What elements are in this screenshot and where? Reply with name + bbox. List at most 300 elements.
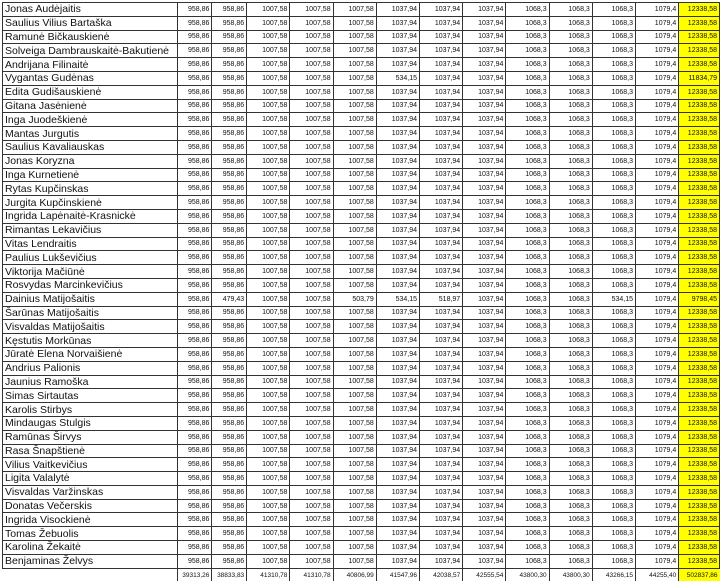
totals-label-cell (3, 568, 178, 581)
column-total-cell: 43266,15 (592, 568, 635, 581)
amount-cell: 958,86 (212, 113, 247, 127)
amount-cell: 1068,3 (592, 361, 635, 375)
amount-cell: 1037,94 (463, 444, 506, 458)
row-total-cell: 12338,58 (679, 168, 720, 182)
amount-cell: 1007,58 (290, 320, 333, 334)
amount-cell: 1037,94 (463, 389, 506, 403)
amount-cell: 1079,4 (636, 196, 679, 210)
amount-cell: 1068,3 (549, 472, 592, 486)
column-total-cell: 43800,30 (506, 568, 549, 581)
amount-cell: 1037,94 (463, 223, 506, 237)
amount-cell: 1007,58 (247, 527, 290, 541)
table-row (3, 154, 720, 168)
amount-cell: 1068,3 (592, 196, 635, 210)
amount-cell: 1037,94 (463, 541, 506, 555)
amount-cell: 1068,3 (592, 416, 635, 430)
amount-cell: 534,15 (592, 292, 635, 306)
amount-cell: 1037,94 (376, 458, 419, 472)
amount-cell: 1068,3 (506, 30, 549, 44)
amount-cell: 1068,3 (506, 389, 549, 403)
amount-cell: 1007,58 (247, 278, 290, 292)
amount-cell: 1068,3 (549, 99, 592, 113)
person-name-cell: Visvaldas Varžinskas (3, 485, 178, 499)
amount-cell: 1037,94 (420, 127, 463, 141)
person-name-cell: Karolis Stirbys (3, 403, 178, 417)
amount-cell: 958,86 (212, 389, 247, 403)
amount-cell: 1007,58 (333, 320, 376, 334)
amount-cell: 1079,4 (636, 444, 679, 458)
table-row (3, 182, 720, 196)
amount-cell: 1007,58 (290, 209, 333, 223)
amount-cell: 958,86 (177, 127, 212, 141)
amount-cell: 1037,94 (376, 140, 419, 154)
amount-cell: 1068,3 (506, 554, 549, 568)
table-row (3, 499, 720, 513)
row-total-cell: 12338,58 (679, 554, 720, 568)
amount-cell: 958,86 (212, 99, 247, 113)
amount-cell: 958,86 (212, 85, 247, 99)
amount-cell: 1068,3 (592, 513, 635, 527)
person-name-cell: Inga Juodeškienė (3, 113, 178, 127)
amount-cell: 1068,3 (549, 485, 592, 499)
amount-cell: 958,86 (177, 3, 212, 17)
row-total-cell: 12338,58 (679, 472, 720, 486)
amount-cell: 958,86 (212, 416, 247, 430)
amount-cell: 1068,3 (549, 127, 592, 141)
amount-cell: 1037,94 (463, 237, 506, 251)
amount-cell: 1007,58 (290, 30, 333, 44)
amount-cell: 958,86 (177, 320, 212, 334)
amount-cell: 1037,94 (420, 140, 463, 154)
amount-cell: 1037,94 (376, 30, 419, 44)
amount-cell: 958,86 (177, 361, 212, 375)
amount-cell: 1007,58 (247, 375, 290, 389)
row-total-cell: 12338,58 (679, 458, 720, 472)
amount-cell: 1068,3 (592, 430, 635, 444)
person-name-cell: Šarūnas Matijošaitis (3, 306, 178, 320)
amount-cell: 958,86 (212, 458, 247, 472)
amount-cell: 958,86 (177, 541, 212, 555)
amount-cell: 958,86 (177, 403, 212, 417)
row-total-cell: 12338,58 (679, 306, 720, 320)
amount-cell: 958,86 (212, 527, 247, 541)
amount-cell: 1068,3 (506, 513, 549, 527)
amount-cell: 1068,3 (506, 3, 549, 17)
amount-cell: 1007,58 (247, 389, 290, 403)
amount-cell: 958,86 (212, 334, 247, 348)
amount-cell: 1037,94 (463, 472, 506, 486)
amount-cell: 1079,4 (636, 485, 679, 499)
amount-cell: 1007,58 (247, 292, 290, 306)
amount-cell: 1037,94 (376, 265, 419, 279)
amount-cell: 958,86 (212, 44, 247, 58)
amount-cell: 1068,3 (549, 403, 592, 417)
amount-cell: 1007,58 (247, 403, 290, 417)
amount-cell: 1068,3 (592, 320, 635, 334)
amount-cell: 1068,3 (592, 472, 635, 486)
table-row (3, 140, 720, 154)
amount-cell: 1007,58 (333, 16, 376, 30)
column-total-cell: 42038,57 (420, 568, 463, 581)
amount-cell: 1037,94 (420, 71, 463, 85)
row-total-cell: 12338,58 (679, 113, 720, 127)
amount-cell: 1068,3 (592, 99, 635, 113)
amount-cell: 958,86 (212, 403, 247, 417)
row-total-cell: 12338,58 (679, 320, 720, 334)
amount-cell: 958,86 (212, 58, 247, 72)
amount-cell: 1037,94 (376, 3, 419, 17)
person-name-cell: Dainius Matijošaitis (3, 292, 178, 306)
amount-cell: 1007,58 (290, 237, 333, 251)
amount-cell: 1037,94 (376, 444, 419, 458)
amount-cell: 958,86 (212, 182, 247, 196)
amount-cell: 1079,4 (636, 168, 679, 182)
amount-cell: 958,86 (212, 265, 247, 279)
table-row (3, 444, 720, 458)
amount-cell: 1037,94 (376, 334, 419, 348)
row-total-cell: 12338,58 (679, 347, 720, 361)
table-row (3, 361, 720, 375)
amount-cell: 1037,94 (463, 278, 506, 292)
amount-cell: 1079,4 (636, 541, 679, 555)
row-total-cell: 12338,58 (679, 3, 720, 17)
person-name-cell: Ingrida Lapėnaitė-Krasnickė (3, 209, 178, 223)
amount-cell: 958,86 (212, 499, 247, 513)
person-name-cell: Kęstutis Morkūnas (3, 334, 178, 348)
amount-cell: 1007,58 (333, 458, 376, 472)
amount-cell: 1068,3 (506, 375, 549, 389)
amount-cell: 958,86 (212, 361, 247, 375)
amount-cell: 1007,58 (333, 499, 376, 513)
amount-cell: 1068,3 (592, 251, 635, 265)
amount-cell: 1007,58 (247, 154, 290, 168)
amount-cell: 1007,58 (247, 458, 290, 472)
amount-cell: 1037,94 (463, 485, 506, 499)
table-row (3, 416, 720, 430)
person-name-cell: Jūratė Elena Norvaišienė (3, 347, 178, 361)
amount-cell: 1068,3 (592, 16, 635, 30)
table-row (3, 127, 720, 141)
amount-cell: 1007,58 (290, 444, 333, 458)
amount-cell: 1037,94 (420, 485, 463, 499)
amount-cell: 1037,94 (420, 16, 463, 30)
amount-cell: 1007,58 (247, 113, 290, 127)
amount-cell: 1037,94 (463, 71, 506, 85)
amount-cell: 1007,58 (333, 416, 376, 430)
amount-cell: 1037,94 (420, 265, 463, 279)
amount-cell: 1037,94 (420, 444, 463, 458)
amount-cell: 958,86 (212, 472, 247, 486)
row-total-cell: 12338,58 (679, 389, 720, 403)
amount-cell: 1037,94 (420, 361, 463, 375)
amount-cell: 1068,3 (592, 85, 635, 99)
amount-cell: 1007,58 (290, 182, 333, 196)
amount-cell: 1037,94 (420, 541, 463, 555)
person-name-cell: Rytas Kupčinskas (3, 182, 178, 196)
amount-cell: 1007,58 (290, 416, 333, 430)
amount-cell: 1068,3 (592, 265, 635, 279)
amount-cell: 534,15 (376, 71, 419, 85)
amount-cell: 1068,3 (506, 99, 549, 113)
amount-cell: 958,86 (212, 196, 247, 210)
amount-cell: 1037,94 (420, 347, 463, 361)
amount-cell: 1007,58 (290, 347, 333, 361)
amount-cell: 1007,58 (247, 209, 290, 223)
amount-cell: 1007,58 (247, 30, 290, 44)
amount-cell: 1007,58 (333, 361, 376, 375)
amount-cell: 1068,3 (549, 527, 592, 541)
amount-cell: 1007,58 (247, 196, 290, 210)
amount-cell: 1068,3 (549, 306, 592, 320)
amount-cell: 958,86 (177, 292, 212, 306)
amount-cell: 958,86 (177, 85, 212, 99)
amount-cell: 1037,94 (420, 554, 463, 568)
amount-cell: 958,86 (177, 375, 212, 389)
amount-cell: 1068,3 (549, 85, 592, 99)
amount-cell: 958,86 (177, 458, 212, 472)
row-total-cell: 12338,58 (679, 99, 720, 113)
amount-cell: 1068,3 (592, 499, 635, 513)
amount-cell: 1037,94 (376, 499, 419, 513)
amount-cell: 1068,3 (506, 85, 549, 99)
amount-cell: 1079,4 (636, 347, 679, 361)
amount-cell: 1007,58 (333, 306, 376, 320)
amount-cell: 1079,4 (636, 458, 679, 472)
column-total-cell: 41310,78 (290, 568, 333, 581)
amount-cell: 1037,94 (463, 16, 506, 30)
person-name-cell: Gitana Jasėnienė (3, 99, 178, 113)
amount-cell: 1007,58 (333, 223, 376, 237)
amount-cell: 1007,58 (333, 430, 376, 444)
amount-cell: 1068,3 (506, 430, 549, 444)
amount-cell: 1037,94 (420, 389, 463, 403)
amount-cell: 1068,3 (592, 154, 635, 168)
amount-cell: 958,86 (177, 278, 212, 292)
amount-cell: 1068,3 (592, 403, 635, 417)
amount-cell: 1037,94 (376, 306, 419, 320)
amount-cell: 958,86 (212, 513, 247, 527)
amount-cell: 958,86 (177, 196, 212, 210)
amount-cell: 1037,94 (376, 127, 419, 141)
amount-cell: 958,86 (177, 306, 212, 320)
amount-cell: 1037,94 (463, 347, 506, 361)
amount-cell: 1079,4 (636, 416, 679, 430)
person-name-cell: Jonas Audėjaitis (3, 3, 178, 17)
amount-cell: 1037,94 (420, 196, 463, 210)
amount-cell: 1037,94 (376, 237, 419, 251)
person-name-cell: Edita Gudišauskienė (3, 85, 178, 99)
amount-cell: 1068,3 (506, 71, 549, 85)
amount-cell: 1079,4 (636, 113, 679, 127)
amount-cell: 1068,3 (506, 154, 549, 168)
amount-cell: 1068,3 (506, 16, 549, 30)
amount-cell: 958,86 (212, 154, 247, 168)
person-name-cell: Vygantas Gudėnas (3, 71, 178, 85)
amount-cell: 1007,58 (333, 485, 376, 499)
amount-cell: 1068,3 (592, 485, 635, 499)
amount-cell: 958,86 (212, 444, 247, 458)
table-row (3, 168, 720, 182)
amount-cell: 1007,58 (333, 168, 376, 182)
amount-cell: 1079,4 (636, 127, 679, 141)
salary-table-body (3, 3, 720, 582)
amount-cell: 958,86 (177, 16, 212, 30)
amount-cell: 1007,58 (247, 127, 290, 141)
column-total-cell: 40806,99 (333, 568, 376, 581)
amount-cell: 1037,94 (376, 16, 419, 30)
amount-cell: 958,86 (212, 71, 247, 85)
amount-cell: 1037,94 (463, 554, 506, 568)
amount-cell: 1037,94 (376, 347, 419, 361)
amount-cell: 1068,3 (549, 444, 592, 458)
amount-cell: 1007,58 (290, 278, 333, 292)
amount-cell: 1007,58 (247, 444, 290, 458)
amount-cell: 958,86 (177, 113, 212, 127)
table-row (3, 375, 720, 389)
table-row (3, 71, 720, 85)
amount-cell: 1068,3 (506, 527, 549, 541)
amount-cell: 1068,3 (549, 182, 592, 196)
amount-cell: 1007,58 (333, 44, 376, 58)
row-total-cell: 12338,58 (679, 334, 720, 348)
person-name-cell: Rimantas Lekavičius (3, 223, 178, 237)
amount-cell: 1007,58 (290, 485, 333, 499)
column-total-cell: 38833,83 (212, 568, 247, 581)
amount-cell: 958,86 (212, 430, 247, 444)
amount-cell: 1068,3 (506, 223, 549, 237)
amount-cell: 1079,4 (636, 527, 679, 541)
amount-cell: 1079,4 (636, 265, 679, 279)
amount-cell: 1007,58 (247, 430, 290, 444)
amount-cell: 1079,4 (636, 71, 679, 85)
amount-cell: 958,86 (212, 306, 247, 320)
table-row (3, 278, 720, 292)
column-total-cell: 41310,78 (247, 568, 290, 581)
amount-cell: 1007,58 (290, 99, 333, 113)
amount-cell: 1068,3 (592, 527, 635, 541)
row-total-cell: 12338,58 (679, 140, 720, 154)
amount-cell: 1037,94 (463, 3, 506, 17)
table-row (3, 403, 720, 417)
person-name-cell: Simas Sirtautas (3, 389, 178, 403)
amount-cell: 1037,94 (463, 85, 506, 99)
amount-cell: 958,86 (177, 182, 212, 196)
amount-cell: 958,86 (177, 527, 212, 541)
amount-cell: 1007,58 (290, 16, 333, 30)
amount-cell: 1007,58 (247, 140, 290, 154)
amount-cell: 1007,58 (247, 71, 290, 85)
person-name-cell: Visvaldas Matijošaitis (3, 320, 178, 334)
amount-cell: 1068,3 (592, 223, 635, 237)
amount-cell: 1007,58 (290, 458, 333, 472)
amount-cell: 1037,94 (463, 361, 506, 375)
amount-cell: 1037,94 (463, 182, 506, 196)
amount-cell: 1068,3 (506, 541, 549, 555)
amount-cell: 1037,94 (463, 306, 506, 320)
amount-cell: 1079,4 (636, 99, 679, 113)
person-name-cell: Andrius Palionis (3, 361, 178, 375)
amount-cell: 1007,58 (290, 472, 333, 486)
amount-cell: 1068,3 (506, 58, 549, 72)
table-row (3, 320, 720, 334)
amount-cell: 1007,58 (247, 223, 290, 237)
amount-cell: 1068,3 (549, 237, 592, 251)
amount-cell: 1037,94 (376, 527, 419, 541)
amount-cell: 1068,3 (549, 416, 592, 430)
amount-cell: 1007,58 (333, 209, 376, 223)
row-total-cell: 9798,45 (679, 292, 720, 306)
table-row (3, 113, 720, 127)
amount-cell: 1007,58 (333, 347, 376, 361)
amount-cell: 1068,3 (506, 444, 549, 458)
amount-cell: 1068,3 (549, 140, 592, 154)
amount-cell: 1007,58 (290, 334, 333, 348)
amount-cell: 1068,3 (506, 196, 549, 210)
row-total-cell: 12338,58 (679, 154, 720, 168)
amount-cell: 1007,58 (290, 527, 333, 541)
person-name-cell: Paulius Lukševičius (3, 251, 178, 265)
amount-cell: 1007,58 (247, 334, 290, 348)
column-total-cell: 39313,26 (177, 568, 212, 581)
amount-cell: 1068,3 (592, 182, 635, 196)
amount-cell: 958,86 (212, 278, 247, 292)
amount-cell: 1068,3 (549, 168, 592, 182)
amount-cell: 958,86 (177, 237, 212, 251)
row-total-cell: 12338,58 (679, 499, 720, 513)
amount-cell: 1037,94 (420, 306, 463, 320)
amount-cell: 958,86 (212, 541, 247, 555)
amount-cell: 1068,3 (549, 196, 592, 210)
amount-cell: 1037,94 (376, 513, 419, 527)
amount-cell: 1079,4 (636, 3, 679, 17)
amount-cell: 1037,94 (376, 430, 419, 444)
amount-cell: 1037,94 (463, 458, 506, 472)
amount-cell: 1037,94 (376, 209, 419, 223)
amount-cell: 1007,58 (247, 85, 290, 99)
amount-cell: 1079,4 (636, 513, 679, 527)
amount-cell: 1079,4 (636, 237, 679, 251)
amount-cell: 1068,3 (592, 237, 635, 251)
amount-cell: 1037,94 (420, 499, 463, 513)
table-row (3, 513, 720, 527)
amount-cell: 1068,3 (506, 485, 549, 499)
amount-cell: 1007,58 (333, 58, 376, 72)
amount-cell: 1068,3 (592, 3, 635, 17)
amount-cell: 1037,94 (420, 472, 463, 486)
amount-cell: 958,86 (177, 472, 212, 486)
table-row (3, 44, 720, 58)
amount-cell: 1068,3 (592, 30, 635, 44)
row-total-cell: 12338,58 (679, 541, 720, 555)
amount-cell: 1007,58 (290, 223, 333, 237)
amount-cell: 1068,3 (506, 251, 549, 265)
table-row (3, 58, 720, 72)
amount-cell: 958,86 (212, 485, 247, 499)
row-total-cell: 12338,58 (679, 444, 720, 458)
amount-cell: 1068,3 (506, 168, 549, 182)
amount-cell: 1007,58 (290, 361, 333, 375)
table-row (3, 554, 720, 568)
amount-cell: 1037,94 (463, 334, 506, 348)
amount-cell: 1037,94 (420, 58, 463, 72)
amount-cell: 1007,58 (333, 154, 376, 168)
amount-cell: 1007,58 (247, 416, 290, 430)
person-name-cell: Benjaminas Želvys (3, 554, 178, 568)
amount-cell: 1037,94 (463, 403, 506, 417)
amount-cell: 1007,58 (247, 347, 290, 361)
table-row (3, 85, 720, 99)
amount-cell: 1079,4 (636, 403, 679, 417)
